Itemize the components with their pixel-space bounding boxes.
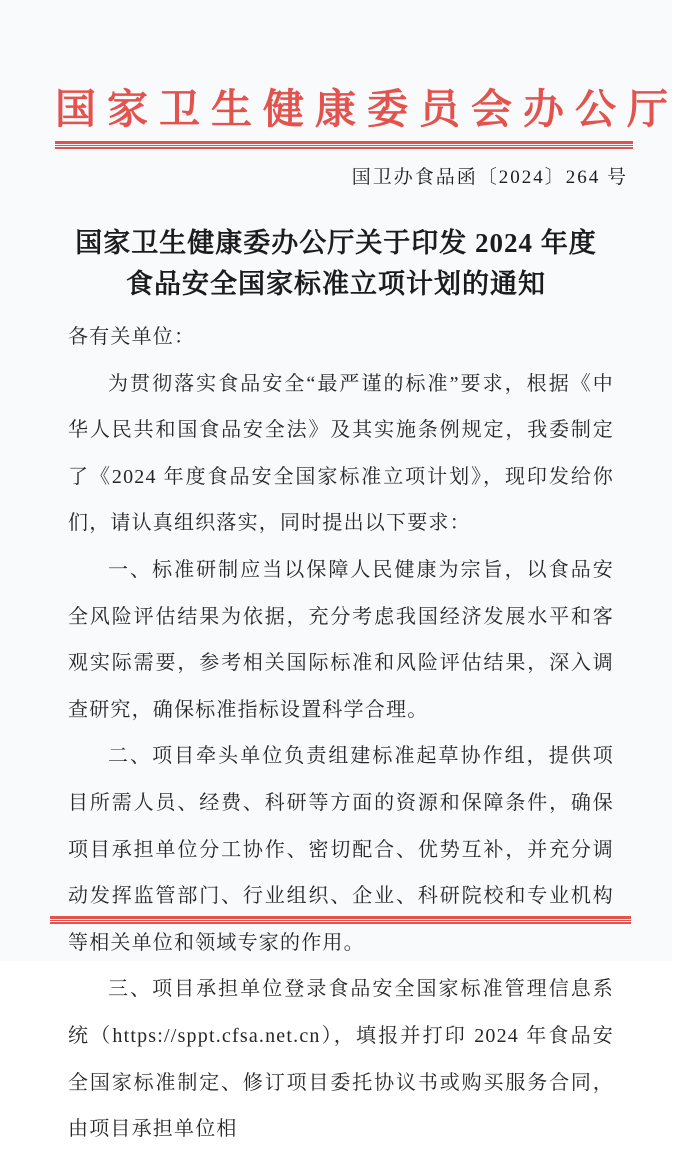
- body-paragraph-item-2: 二、项目牵头单位负责组建标准起草协作组，提供项目所需人员、经费、科研等方面的资源和保障条件，确保项目承担单位分工协作、密切配合、优势互补，并充分调动发挥监管部门、行业组织、企业、科研院校和专业机构等相关单位和领域专家的作用。: [68, 745, 614, 954]
- document-reference-number: 国卫办食品函〔2024〕264 号: [351, 167, 628, 188]
- letterhead-divider-rule: [55, 141, 633, 149]
- body-paragraph-intro: 为贯彻落实食品安全“最严谨的标准”要求，根据《中华人民共和国食品安全法》及其实施条例规定，我委制定了《2024 年度食品安全国家标准立项计划》，现印发给你们，请认真组织落实，同时提出以下要求：: [68, 372, 614, 535]
- document-title-line1: 国家卫生健康委办公厅关于印发 2024 年度: [75, 228, 597, 258]
- document-title-line2: 食品安全国家标准立项计划的通知: [126, 269, 546, 299]
- salutation-line: 各有关单位：: [68, 326, 196, 348]
- body-paragraph-item-1: 一、标准研制应当以保障人民健康为宗旨，以食品安全风险评估结果为依据，充分考虑我国经济发展水平和客观实际需要，参考相关国际标准和风险评估结果，深入调查研究，确保标准指标设置科学合理。: [68, 558, 614, 721]
- letterhead-org-name: 国家卫生健康委员会办公厅: [55, 86, 679, 132]
- page-footer-rule: [50, 916, 631, 924]
- document-body: [68, 314, 614, 1153]
- document-title: [0, 223, 672, 305]
- body-paragraph-item-3: 三、项目承担单位登录食品安全国家标准管理信息系统（https://sppt.cfsa.net.cn），填报并打印 2024 年食品安全国家标准制定、修订项目委托协议书或购买服务合同，由项目承担单位相: [68, 978, 614, 1141]
